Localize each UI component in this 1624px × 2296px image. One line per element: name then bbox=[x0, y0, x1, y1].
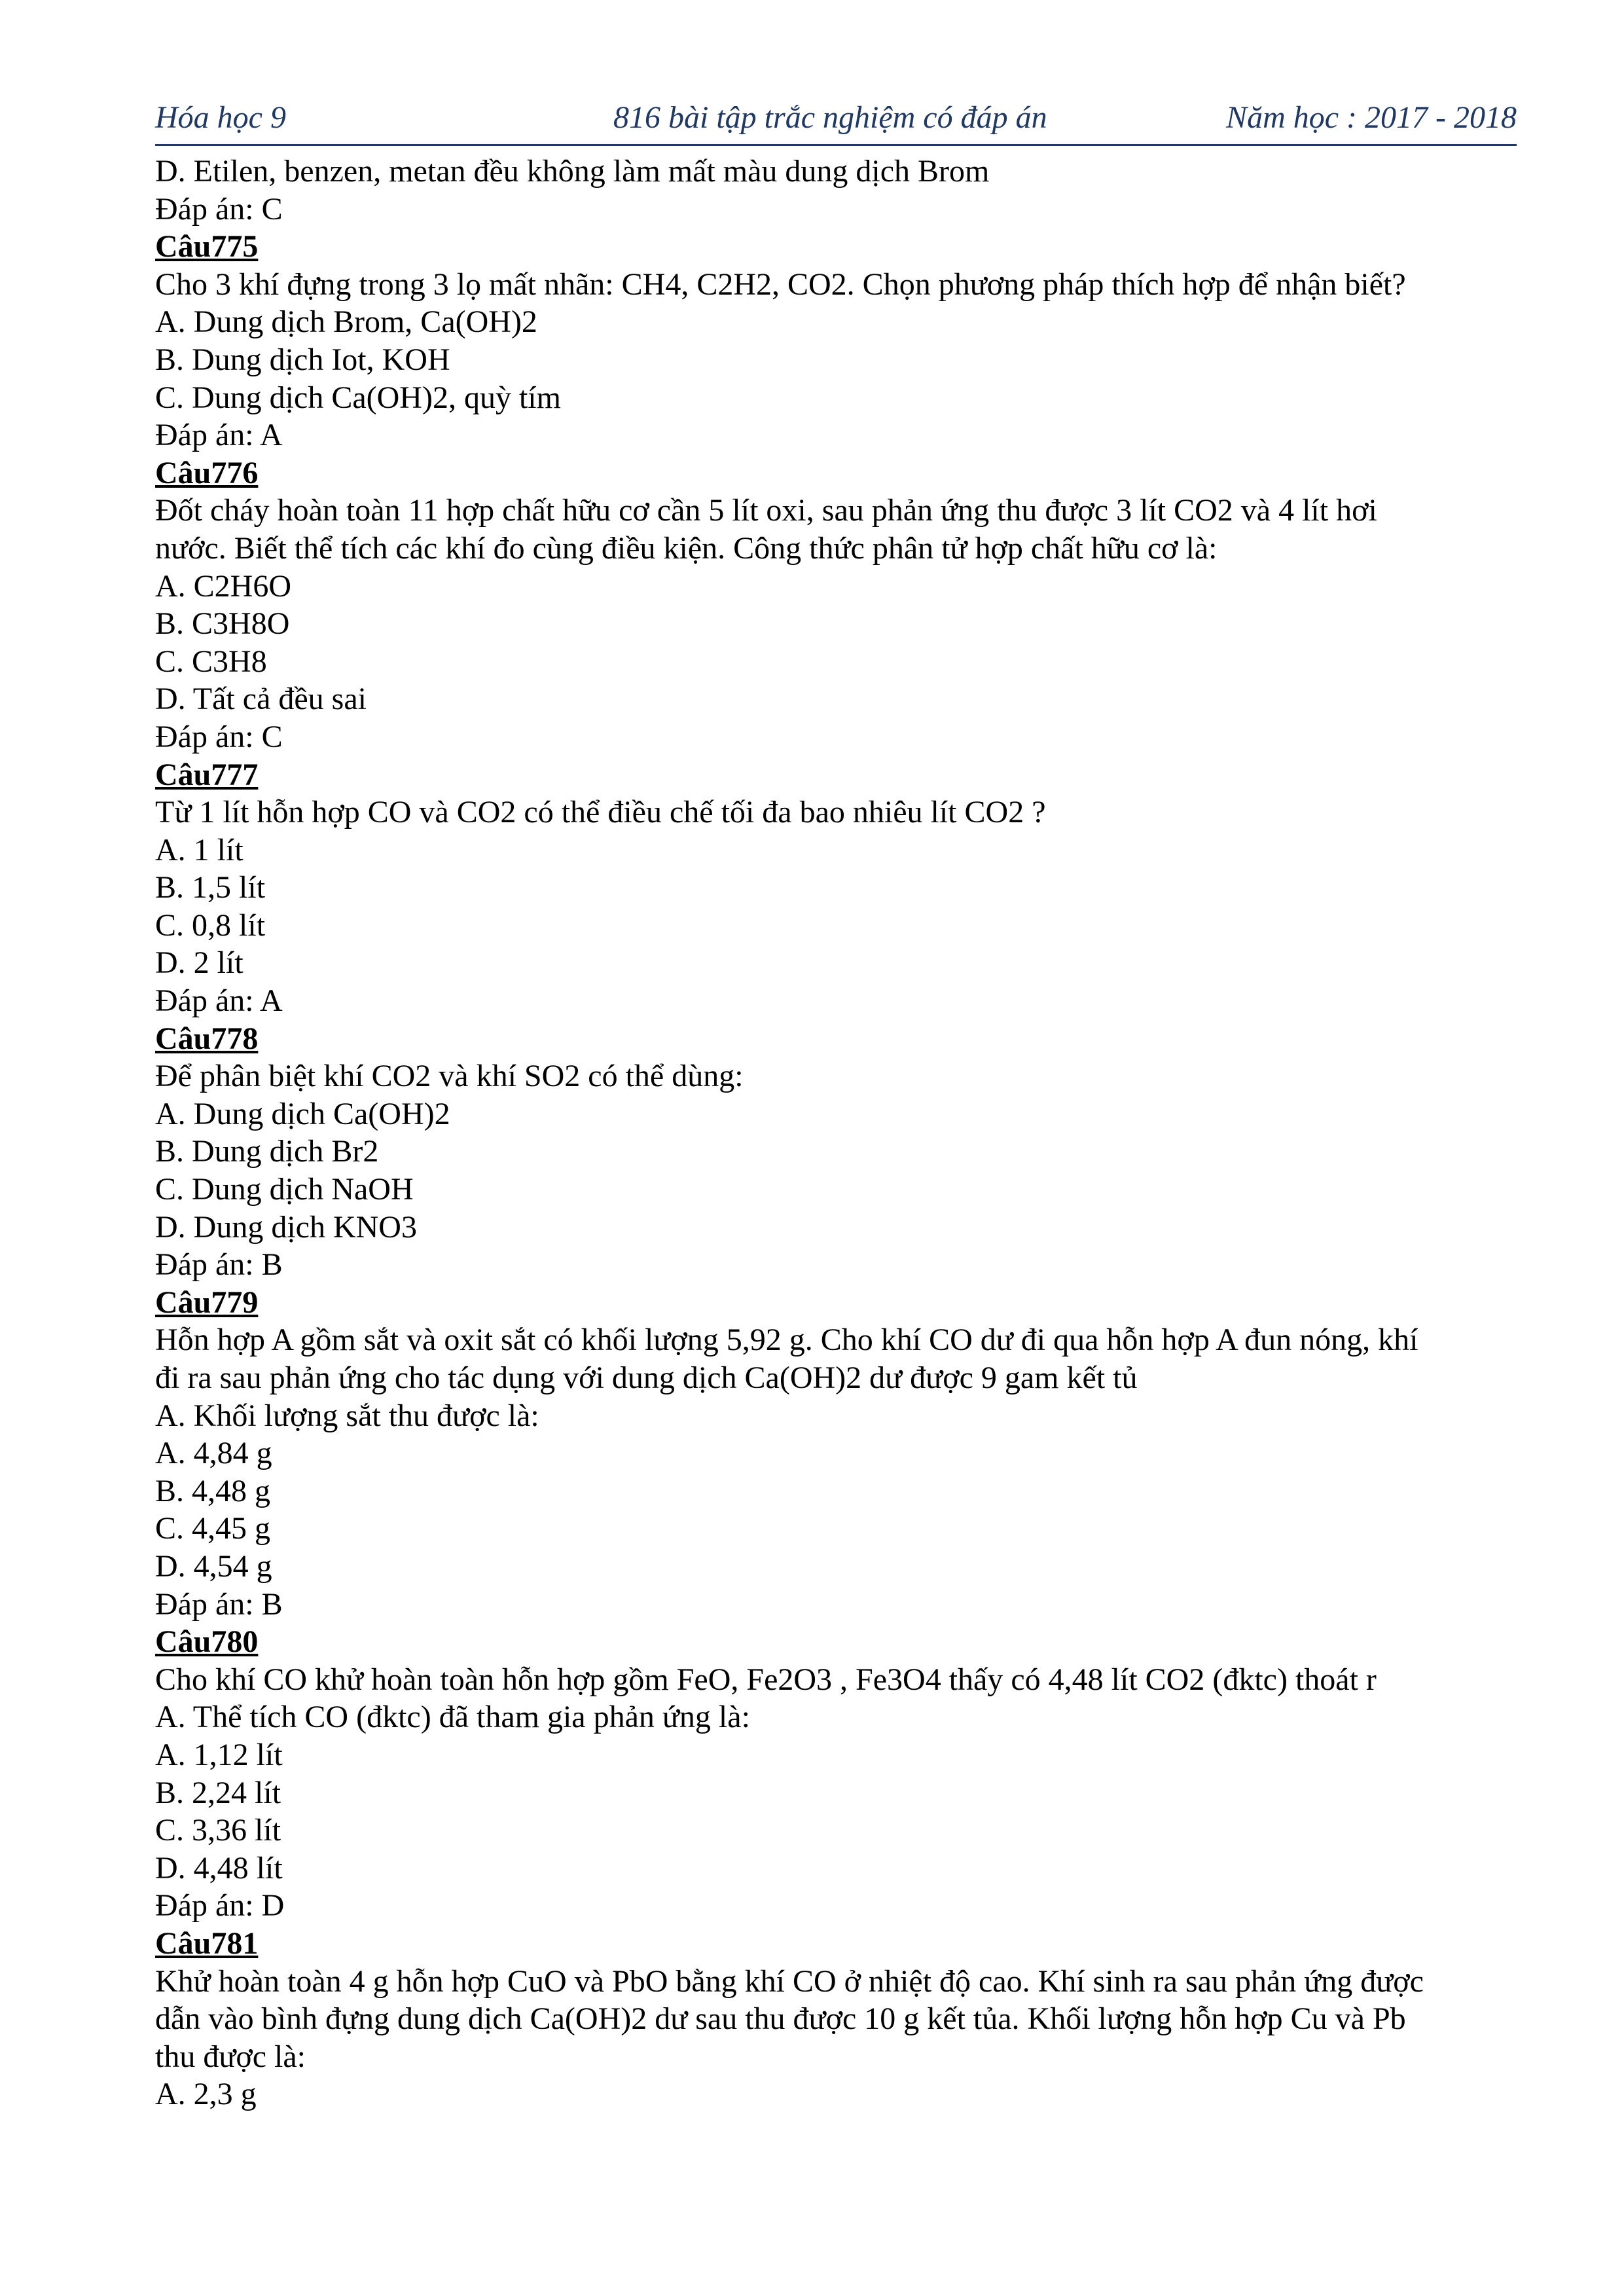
text-line: Để phân biệt khí CO2 và khí SO2 có thể dùng: bbox=[155, 1059, 744, 1094]
text-line: Đáp án: D bbox=[155, 1888, 285, 1923]
question-title: Câu777 bbox=[155, 757, 259, 792]
text-line: Đáp án: C bbox=[155, 191, 283, 227]
text-line: A. 1 lít bbox=[155, 832, 244, 867]
text-line: D. Etilen, benzen, metan đều không làm mất màu dung dịch Brom bbox=[155, 154, 990, 189]
text-line: Từ 1 lít hỗn hợp CO và CO2 có thể điều chế tối đa bao nhiêu lít CO2 ? bbox=[155, 795, 1046, 830]
text-line: B. 1,5 lít bbox=[155, 870, 266, 905]
text-line: D. 4,48 lít bbox=[155, 1850, 283, 1886]
question-title: Câu781 bbox=[155, 1925, 259, 1961]
text-line: A. Khối lượng sắt thu được là: bbox=[155, 1398, 539, 1433]
text-line: A. 4,84 g bbox=[155, 1436, 272, 1471]
text-line: Đáp án: C bbox=[155, 719, 283, 754]
text-line: D. 2 lít bbox=[155, 945, 244, 981]
page-header bbox=[155, 92, 1517, 146]
question-title: Câu775 bbox=[155, 229, 259, 264]
text-line: đi ra sau phản ứng cho tác dụng với dung dịch Ca(OH)2 dư được 9 gam kết tủ bbox=[155, 1360, 1138, 1395]
text-line: A. 1,12 lít bbox=[155, 1737, 283, 1772]
text-line: A. Dung dịch Brom, Ca(OH)2 bbox=[155, 304, 537, 340]
text-line: B. Dung dịch Iot, KOH bbox=[155, 342, 450, 377]
header-school-year: Năm học : 2017 - 2018 bbox=[1226, 100, 1517, 135]
text-line: A. C2H6O bbox=[155, 568, 292, 604]
text-line: Đáp án: A bbox=[155, 418, 283, 453]
header-book-title: 816 bài tập trắc nghiệm có đáp án bbox=[613, 100, 1047, 135]
text-line: C. 0,8 lít bbox=[155, 907, 266, 943]
text-line: nước. Biết thể tích các khí đo cùng điều kiện. Công thức phân tử hợp chất hữu cơ là: bbox=[155, 530, 1218, 566]
text-line: dẫn vào bình đựng dung dịch Ca(OH)2 dư sau thu được 10 g kết tủa. Khối lượng hỗn hợp Cu và Pb bbox=[155, 2001, 1406, 2037]
text-line: Đáp án: B bbox=[155, 1247, 283, 1283]
text-line: D. Tất cả đều sai bbox=[155, 682, 367, 717]
text-line: C. 3,36 lít bbox=[155, 1813, 281, 1848]
text-line: B. 4,48 g bbox=[155, 1473, 271, 1508]
question-title: Câu780 bbox=[155, 1624, 259, 1660]
question-title: Câu778 bbox=[155, 1021, 259, 1056]
text-line: thu được là: bbox=[155, 2039, 306, 2074]
text-line: Đốt cháy hoàn toàn 11 hợp chất hữu cơ cần 5 lít oxi, sau phản ứng thu được 3 lít CO2 và 4 lít hơi bbox=[155, 493, 1377, 528]
text-line: B. 2,24 lít bbox=[155, 1775, 281, 1810]
text-line: B. Dung dịch Br2 bbox=[155, 1134, 379, 1169]
text-line: B. C3H8O bbox=[155, 606, 290, 642]
text-line: C. C3H8 bbox=[155, 644, 267, 679]
text-line: Cho khí CO khử hoàn toàn hỗn hợp gồm FeO, Fe2O3 , Fe3O4 thấy có 4,48 lít CO2 (đktc) thoát r bbox=[155, 1662, 1377, 1697]
text-line: C. Dung dịch Ca(OH)2, quỳ tím bbox=[155, 380, 561, 415]
text-line: Cho 3 khí đựng trong 3 lọ mất nhãn: CH4, C2H2, CO2. Chọn phương pháp thích hợp để nhận biết? bbox=[155, 266, 1406, 302]
text-line: C. Dung dịch NaOH bbox=[155, 1172, 414, 1207]
text-line: Hỗn hợp A gồm sắt và oxit sắt có khối lượng 5,92 g. Cho khí CO dư đi qua hỗn hợp A đun nóng, khí bbox=[155, 1322, 1418, 1358]
header-subject: Hóa học 9 bbox=[155, 100, 286, 135]
text-line: A. Thể tích CO (đktc) đã tham gia phản ứng là: bbox=[155, 1700, 750, 1735]
text-line: Đáp án: A bbox=[155, 983, 283, 1019]
text-line: Khử hoàn toàn 4 g hỗn hợp CuO và PbO bằng khí CO ở nhiệt độ cao. Khí sinh ra sau phản ứng được bbox=[155, 1963, 1424, 1999]
question-title: Câu779 bbox=[155, 1285, 259, 1320]
text-line: Đáp án: B bbox=[155, 1586, 283, 1622]
text-line: D. 4,54 g bbox=[155, 1548, 272, 1584]
question-title: Câu776 bbox=[155, 455, 259, 490]
text-line: D. Dung dịch KNO3 bbox=[155, 1209, 417, 1245]
document-body bbox=[155, 153, 1517, 2113]
text-line: A. 2,3 g bbox=[155, 2077, 257, 2112]
text-line: C. 4,45 g bbox=[155, 1511, 271, 1546]
text-line: A. Dung dịch Ca(OH)2 bbox=[155, 1096, 450, 1131]
